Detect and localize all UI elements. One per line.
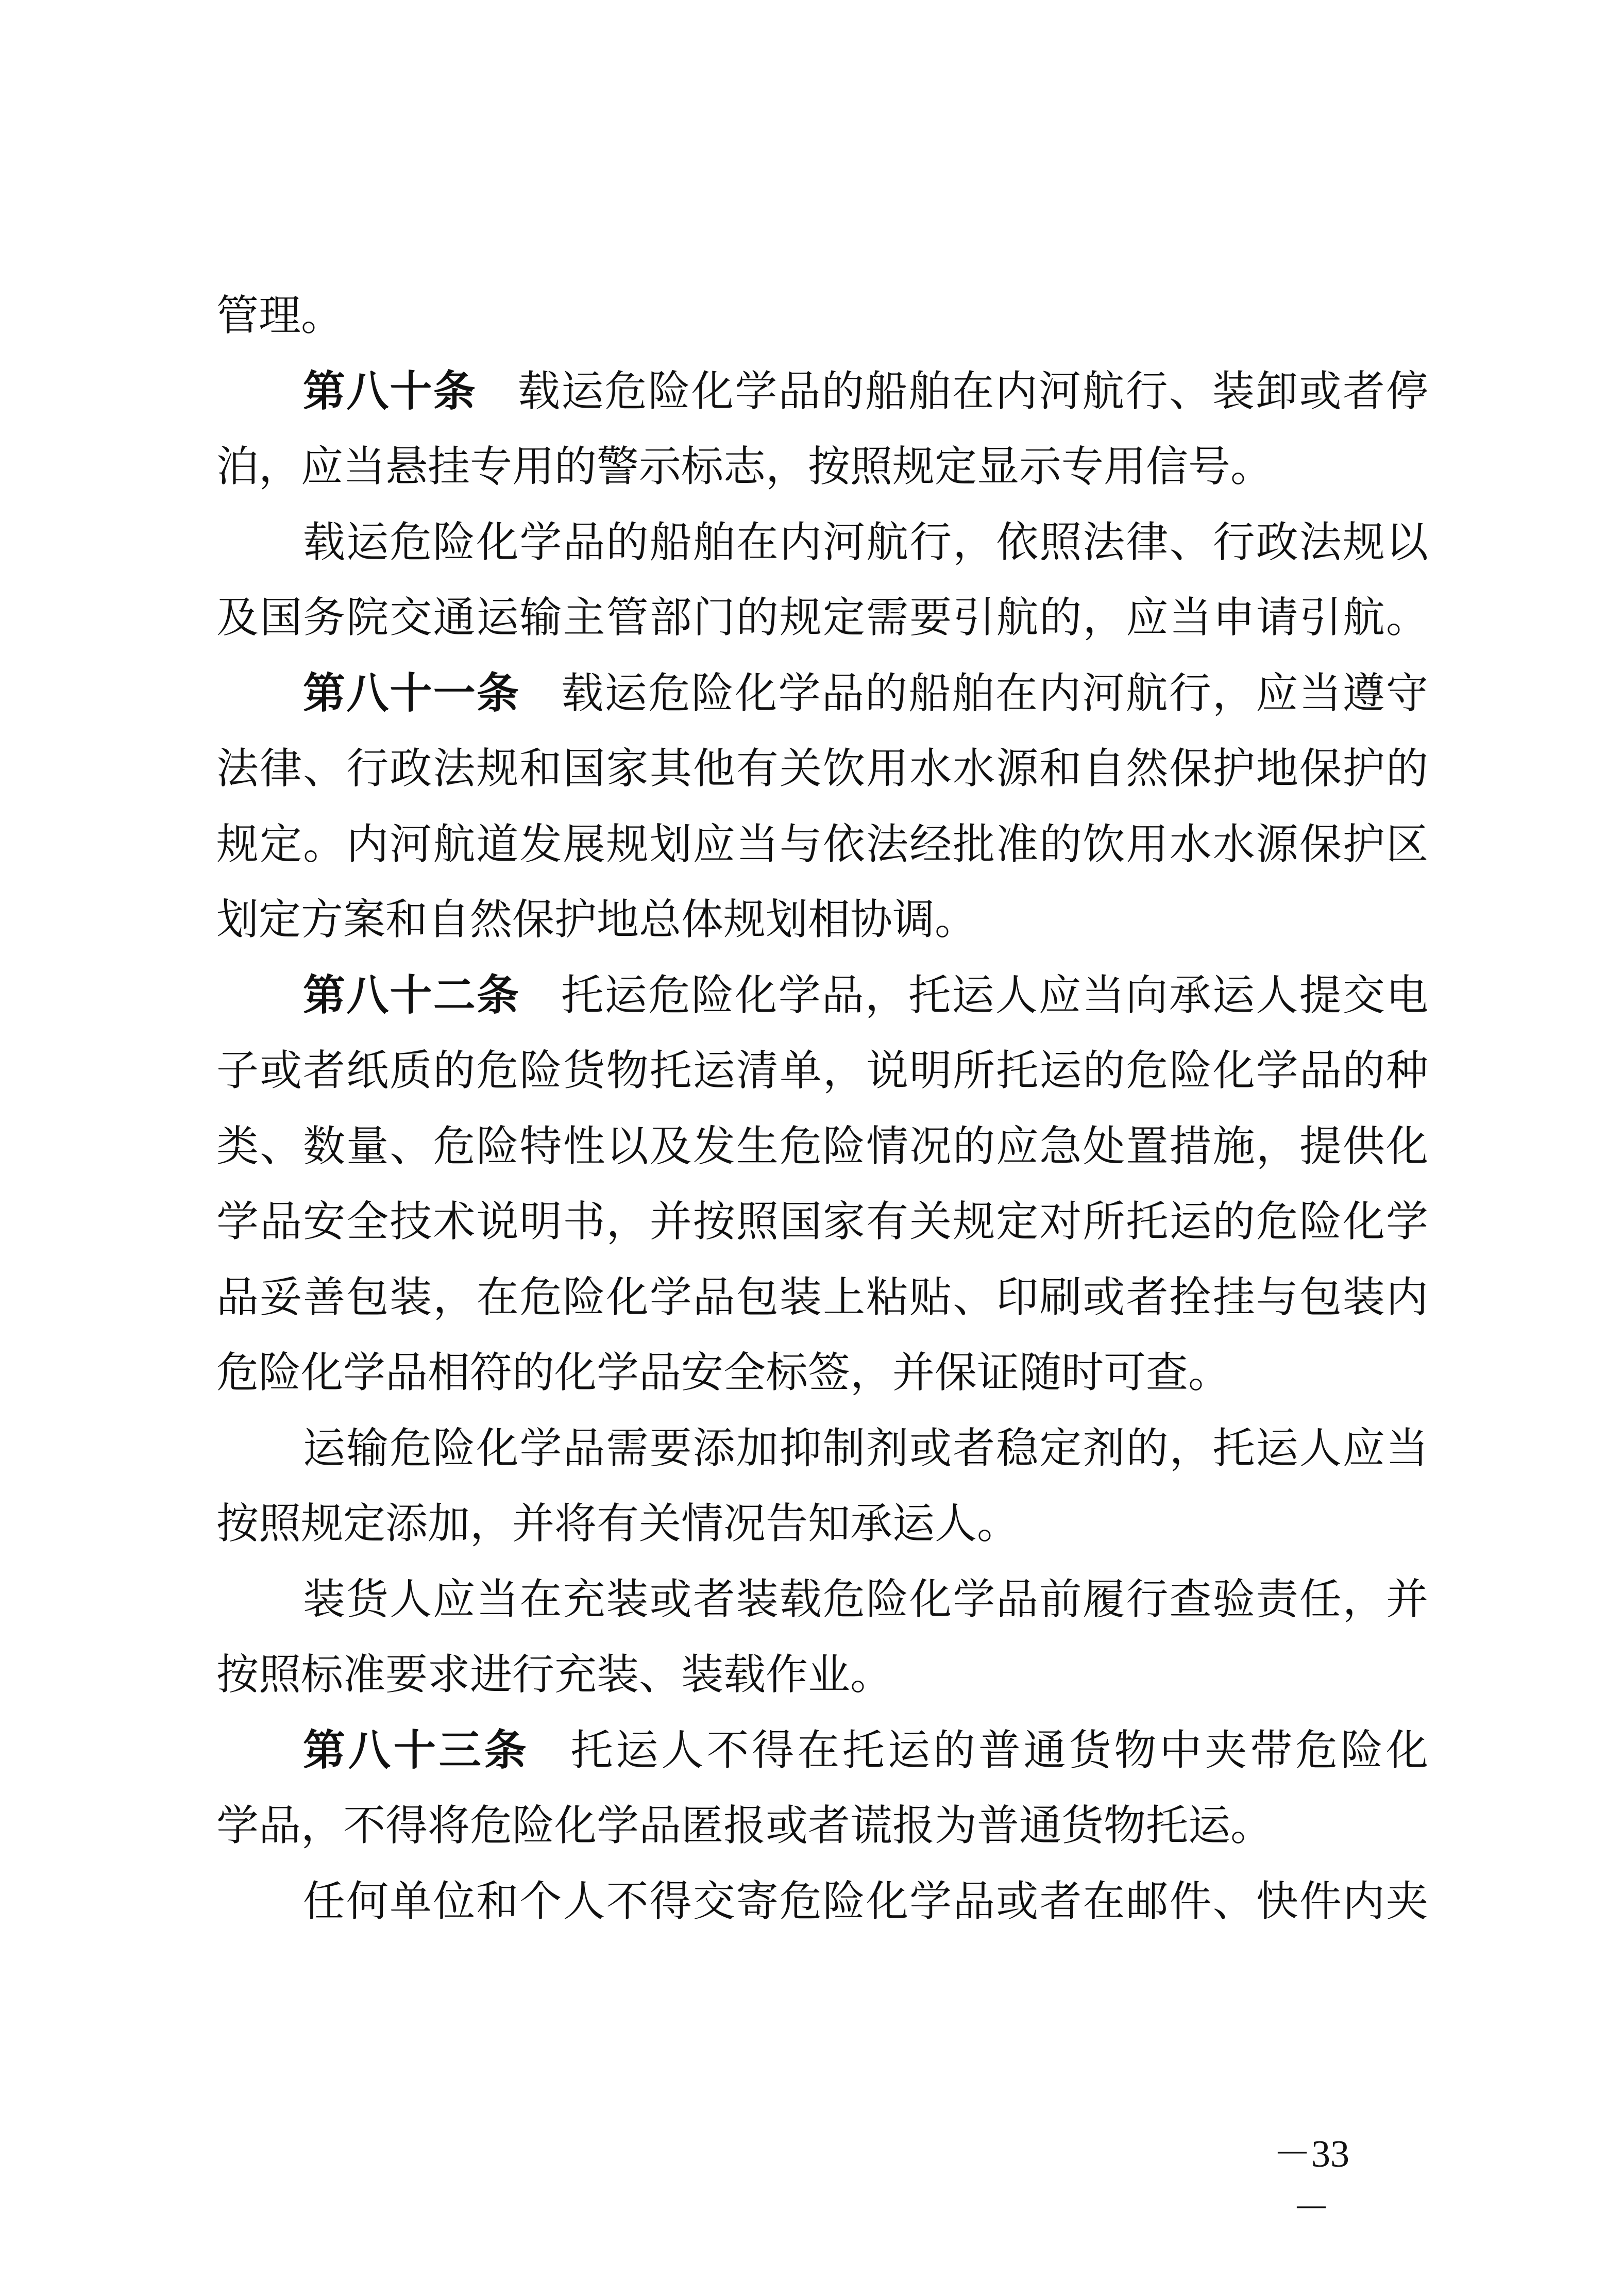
line-text: 按照规定添加，并将有关情况告知承运人。 (216, 1499, 1020, 1548)
line-text: 托运人不得在托运的普通货物中夹带危险化 (570, 1725, 1428, 1775)
line-text: 划定方案和自然保护地总体规划相协调。 (216, 895, 977, 944)
text-line (216, 1109, 1428, 1185)
line-text: 载运危险化学品的船舶在内河航行、装卸或者停 (518, 366, 1428, 416)
line-text: 危险化学品相符的化学品安全标签，并保证随时可查。 (216, 1348, 1231, 1397)
text-line (216, 1335, 1428, 1411)
article-first-line (216, 354, 1428, 430)
line-text: 载运危险化学品的船舶在内河航行，应当遵守 (561, 668, 1428, 718)
line-text: 管理。 (216, 291, 344, 340)
line-text: 学品安全技术说明书，并按照国家有关规定对所托运的危险化学 (216, 1197, 1428, 1246)
text-line (216, 731, 1428, 807)
line-text: 托运危险化学品，托运人应当向承运人提交电 (561, 970, 1428, 1020)
line-text: 按照标准要求进行充装、装载作业。 (216, 1650, 893, 1699)
line-text: 规定。内河航道发展规划应当与依法经批准的饮用水水源保护区 (216, 819, 1428, 869)
article-heading: 第八十二条 (303, 970, 520, 1020)
text-line (216, 1033, 1428, 1109)
article-first-line (216, 656, 1428, 732)
line-text: 法律、行政法规和国家其他有关饮用水水源和自然保护地保护的 (216, 744, 1428, 793)
text-line (216, 1184, 1428, 1260)
body-text (216, 278, 1428, 1939)
line-text: 子或者纸质的危险货物托运清单，说明所托运的危险化学品的种 (216, 1046, 1428, 1095)
line-text: 泊，应当悬挂专用的警示标志，按照规定显示专用信号。 (216, 442, 1273, 491)
line-text: 载运危险化学品的船舶在内河航行，依照法律、行政法规以 (303, 517, 1428, 567)
article-first-line (216, 1713, 1428, 1789)
text-line (216, 580, 1428, 656)
text-line (216, 1260, 1428, 1336)
line-text: 运输危险化学品需要添加抑制剂或者稳定剂的，托运人应当 (303, 1423, 1428, 1473)
line-text: 装货人应当在充装或者装载危险化学品前履行查验责任，并 (303, 1574, 1428, 1624)
text-line (216, 882, 1428, 958)
text-line (216, 278, 1428, 354)
text-line (216, 1486, 1428, 1562)
text-line (216, 505, 1428, 581)
article-heading: 第八十一条 (303, 668, 520, 718)
line-text: 学品，不得将危险化学品匿报或者谎报为普通货物托运。 (216, 1801, 1273, 1850)
page-number: －33－ (1273, 2133, 1349, 2230)
article-first-line (216, 958, 1428, 1034)
text-line (216, 1411, 1428, 1487)
text-line (216, 1637, 1428, 1713)
line-text: 品妥善包装，在危险化学品包装上粘贴、印刷或者拴挂与包装内 (216, 1272, 1428, 1322)
line-text: 类、数量、危险特性以及发生危险情况的应急处置措施，提供化 (216, 1121, 1428, 1171)
text-line (216, 807, 1428, 883)
text-line (216, 1562, 1428, 1638)
article-heading: 第八十条 (303, 366, 477, 416)
line-text: 任何单位和个人不得交寄危险化学品或者在邮件、快件内夹 (303, 1876, 1428, 1926)
text-line (216, 1788, 1428, 1864)
line-text: 及国务院交通运输主管部门的规定需要引航的，应当申请引航。 (216, 593, 1428, 642)
text-line (216, 1864, 1428, 1940)
article-heading: 第八十三条 (303, 1725, 530, 1775)
text-line (216, 429, 1428, 505)
